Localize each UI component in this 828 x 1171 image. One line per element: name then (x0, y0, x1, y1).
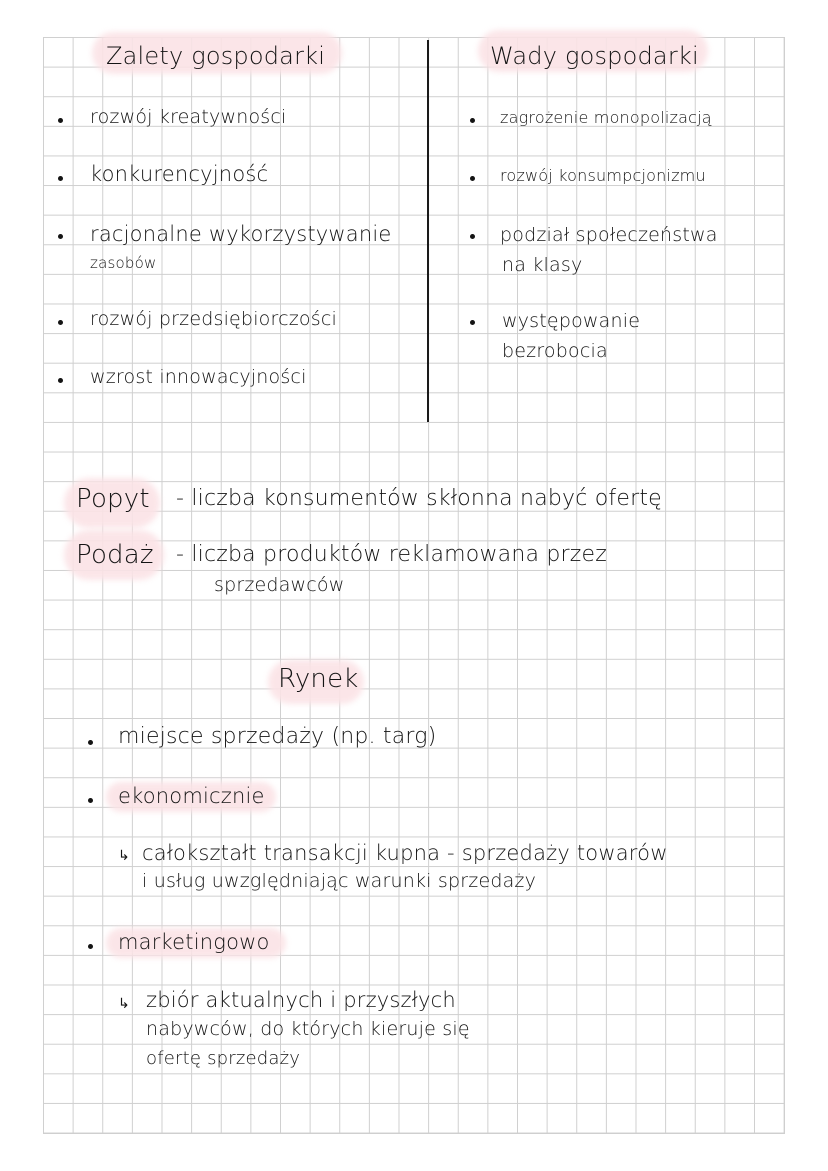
bullet-icon (58, 320, 63, 325)
column-divider (427, 40, 429, 422)
bullet-icon (88, 740, 93, 745)
term-popyt: Popyt (76, 484, 150, 514)
disadvantage-item-cont: bezrobocia (502, 340, 608, 362)
market-item: ekonomicznie (118, 784, 265, 808)
definition-podaz-cont: sprzedawców (214, 574, 345, 596)
bullet-icon (58, 118, 63, 123)
bullet-icon (88, 798, 93, 803)
definition-podaz: - liczba produktów reklamowana przez (176, 542, 608, 567)
disadvantages-title: Wady gospodarki (490, 42, 699, 70)
bullet-icon (470, 118, 475, 123)
disadvantage-item: występowanie (502, 310, 641, 332)
bullet-icon (470, 176, 475, 181)
bullet-icon (58, 176, 63, 181)
disadvantage-item: zagrożenie monopolizacją (500, 108, 712, 127)
grid-paper (43, 37, 785, 1134)
arrow-icon: ↳ (118, 848, 130, 864)
marketing-definition: zbiór aktualnych i przyszłych (146, 988, 456, 1012)
economic-definition: całokształt transakcji kupna - sprzedaży towarów (142, 841, 668, 865)
bullet-icon (58, 234, 63, 239)
advantage-item: rozwój kreatywności (90, 106, 287, 128)
advantage-item: wzrost innowacyjności (90, 366, 307, 388)
market-item: miejsce sprzedaży (np. targ) (118, 724, 437, 749)
arrow-icon: ↳ (118, 996, 130, 1012)
bullet-icon (470, 234, 475, 239)
term-podaz: Podaż (76, 540, 154, 570)
economic-definition-cont: i usług uwzględniając warunki sprzedaży (142, 870, 537, 892)
definition-popyt: - liczba konsumentów skłonna nabyć ofertę (176, 486, 662, 511)
disadvantage-item: podział społeczeństwa (500, 224, 718, 246)
advantage-item-cont: zasobów (90, 254, 157, 272)
market-title: Rynek (278, 664, 359, 694)
advantage-item: rozwój przedsiębiorczości (90, 308, 337, 330)
advantage-item: racjonalne wykorzystywanie (90, 222, 392, 246)
bullet-icon (58, 378, 63, 383)
market-item: marketingowo (118, 930, 270, 954)
marketing-definition-cont: ofertę sprzedaży (146, 1048, 301, 1069)
advantages-title: Zalety gospodarki (106, 42, 326, 70)
bullet-icon (88, 944, 93, 949)
disadvantage-item: rozwój konsumpcjonizmu (500, 166, 706, 185)
advantage-item: konkurencyjność (90, 162, 269, 186)
bullet-icon (470, 320, 475, 325)
disadvantage-item-cont: na klasy (502, 254, 583, 276)
marketing-definition-cont: nabywców, do których kieruje się (146, 1018, 470, 1040)
